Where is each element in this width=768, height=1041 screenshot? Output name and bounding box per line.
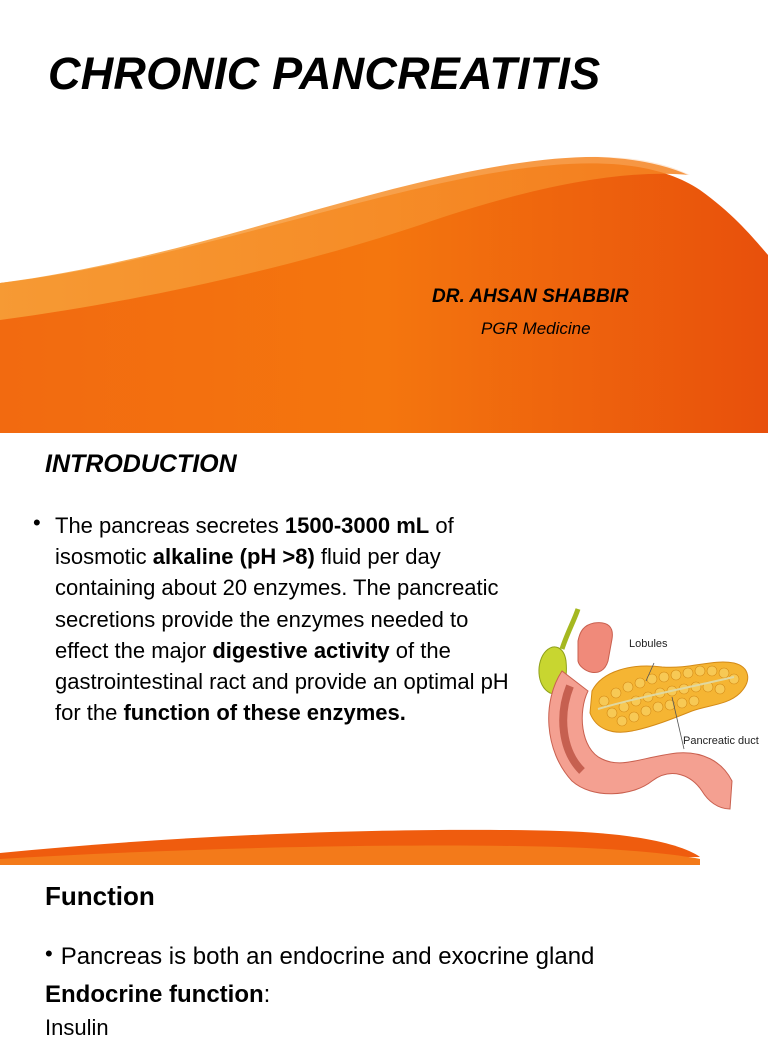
bullet-text	[55, 510, 523, 728]
slide-title: CHRONIC PANCREATITIS	[48, 48, 601, 99]
bold-run: function of these enzymes.	[123, 700, 406, 726]
text-run: fluid per day containing about 20 enzymes. The pancreatic secretions provide the enzymes needed to effect the major	[55, 544, 499, 663]
bullet-text: Pancreas is both an endocrine and exocrine gland	[60, 943, 595, 970]
function-slide	[0, 865, 768, 1040]
bold-run: alkaline (pH >8)	[152, 544, 315, 570]
text-run: of the gastrointestinal ract and provide an optimal pH for the	[55, 637, 509, 726]
bullet-dot-icon: •	[45, 941, 53, 966]
text-run: The pancreas secretes	[55, 513, 285, 538]
insulin-item: Insulin	[45, 1015, 109, 1040]
pancreatic-duct-label: Pancreatic duct	[683, 735, 759, 747]
endocrine-label-text: Endocrine function	[45, 981, 264, 1008]
colon: :	[263, 981, 271, 1008]
text-run: of isosmotic	[55, 513, 454, 570]
orange-wave-divider	[0, 825, 768, 865]
function-heading: Function	[45, 881, 155, 911]
introduction-heading: INTRODUCTION	[45, 450, 237, 478]
lobules-label: Lobules	[629, 638, 668, 650]
function-bullet	[45, 943, 594, 971]
author-name: DR. AHSAN SHABBIR	[432, 286, 629, 307]
bullet-dot-icon: •	[33, 510, 41, 535]
bold-run: digestive activity	[212, 637, 390, 663]
title-slide	[0, 0, 768, 433]
author-role: PGR Medicine	[481, 319, 591, 338]
endocrine-function-label	[45, 981, 270, 1009]
introduction-bullet	[33, 510, 523, 728]
pancreas-illustration	[522, 601, 768, 811]
pancreas-drawing-icon	[522, 601, 768, 811]
bold-run: 1500-3000 mL	[284, 513, 430, 538]
introduction-slide	[0, 433, 768, 865]
